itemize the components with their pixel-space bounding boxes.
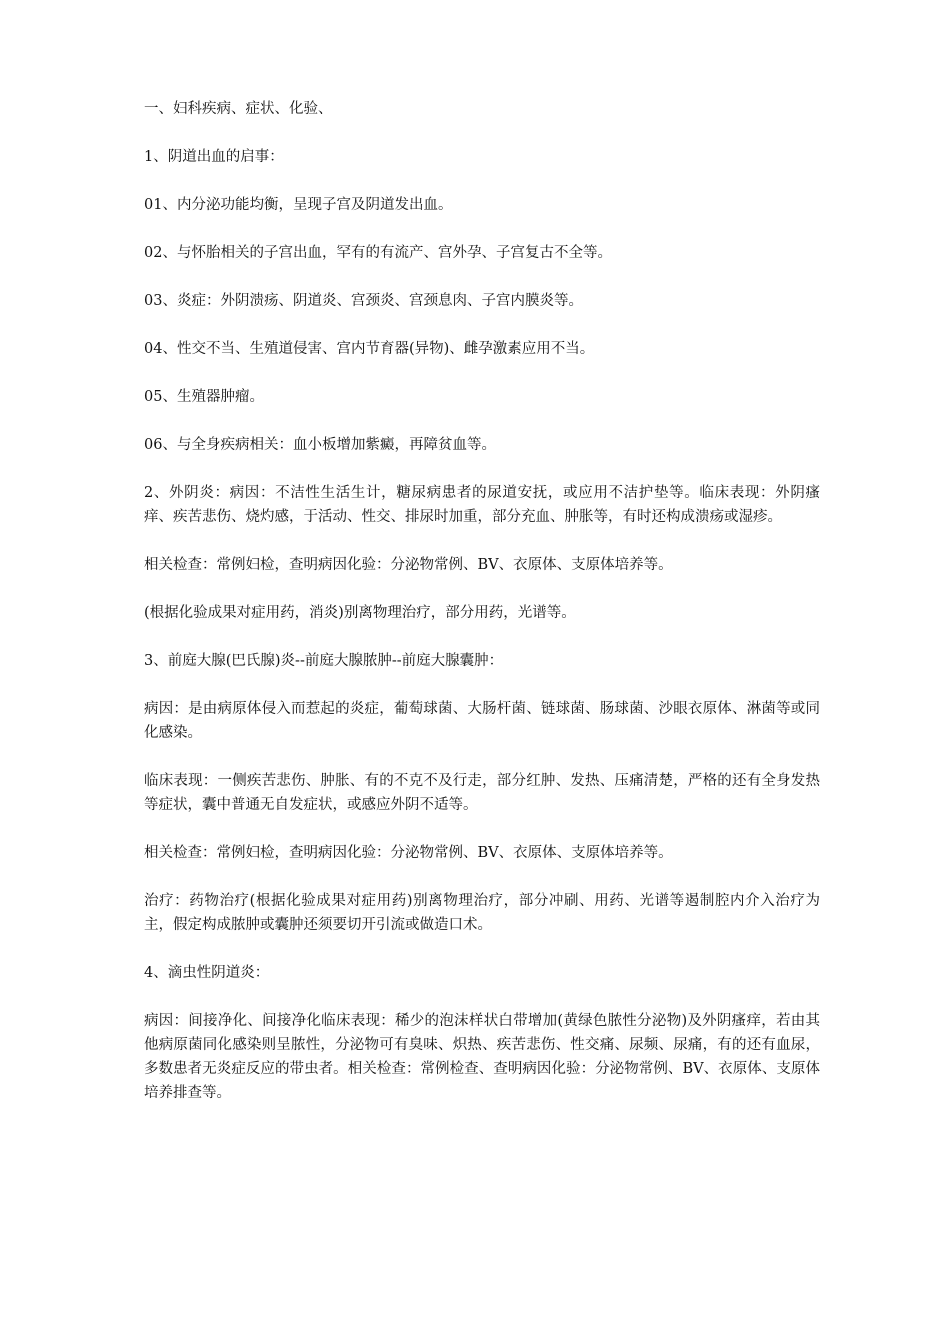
list-item: 01、内分泌功能均衡，呈现子宫及阴道发出血。 <box>144 197 453 213</box>
body-paragraph: 治疗：药物治疗(根据化验成果对症用药)别离物理治疗，部分冲刷、用药、光谱等遏制腔内介入治疗为主，假定构成脓肿或囊肿还须要切开引流或做造口术。 <box>144 893 820 933</box>
body-paragraph: 病因：间接净化、间接净化临床表现：稀少的泡沫样状白带增加(黄绿色脓性分泌物)及外阴瘙痒，若由其他病原菌同化感染则呈脓性，分泌物可有臭味、炽热、疾苦悲伤、性交痛、尿频、尿痛，有的还有血尿，多数患者无炎症反应的带虫者。相关检查：常例检查、查明病因化验：分泌物常例、BV、衣原体、支原体培养排查等。 <box>144 1013 820 1101</box>
subsection-heading: 3、前庭大腺(巴氏腺)炎--前庭大腺脓肿--前庭大腺囊肿： <box>144 653 504 669</box>
list-item: 02、与怀胎相关的子宫出血，罕有的有流产、宫外孕、子宫复古不全等。 <box>144 245 612 261</box>
body-paragraph: (根据化验成果对症用药，消炎)别离物理治疗，部分用药，光谱等。 <box>144 605 576 621</box>
list-item: 03、炎症：外阴溃疡、阴道炎、宫颈炎、宫颈息肉、子宫内膜炎等。 <box>144 293 583 309</box>
list-item: 06、与全身疾病相关：血小板增加紫癜，再障贫血等。 <box>144 437 496 453</box>
subsection-heading: 1、阴道出血的启事： <box>144 149 284 165</box>
list-item: 05、生殖器肿瘤。 <box>144 389 264 405</box>
body-paragraph: 病因：是由病原体侵入而惹起的炎症，葡萄球菌、大肠杆菌、链球菌、肠球菌、沙眼衣原体、淋菌等或同化感染。 <box>144 701 820 741</box>
body-paragraph: 临床表现：一侧疾苦悲伤、肿胀、有的不克不及行走，部分红肿、发热、压痛清楚，严格的还有全身发热等症状，囊中普通无自发症状，或感应外阴不适等。 <box>144 773 820 813</box>
subsection-heading: 4、滴虫性阴道炎： <box>144 965 270 981</box>
body-paragraph: 相关检查：常例妇检，查明病因化验：分泌物常例、BV、衣原体、支原体培养等。 <box>144 557 673 573</box>
document-body <box>144 97 820 1129</box>
body-paragraph: 2、外阴炎：病因：不洁性生活生计，糖尿病患者的尿道安抚，或应用不洁护垫等。临床表现：外阴瘙痒、疾苦悲伤、烧灼感，于活动、性交、排尿时加重，部分充血、肿胀等，有时还构成溃疡或湿疹。 <box>144 485 820 525</box>
list-item: 04、性交不当、生殖道侵害、宫内节育器(异物)、雌孕激素应用不当。 <box>144 341 595 357</box>
body-paragraph: 相关检查：常例妇检，查明病因化验：分泌物常例、BV、衣原体、支原体培养等。 <box>144 845 673 861</box>
section-heading: 一、妇科疾病、症状、化验、 <box>144 101 333 117</box>
